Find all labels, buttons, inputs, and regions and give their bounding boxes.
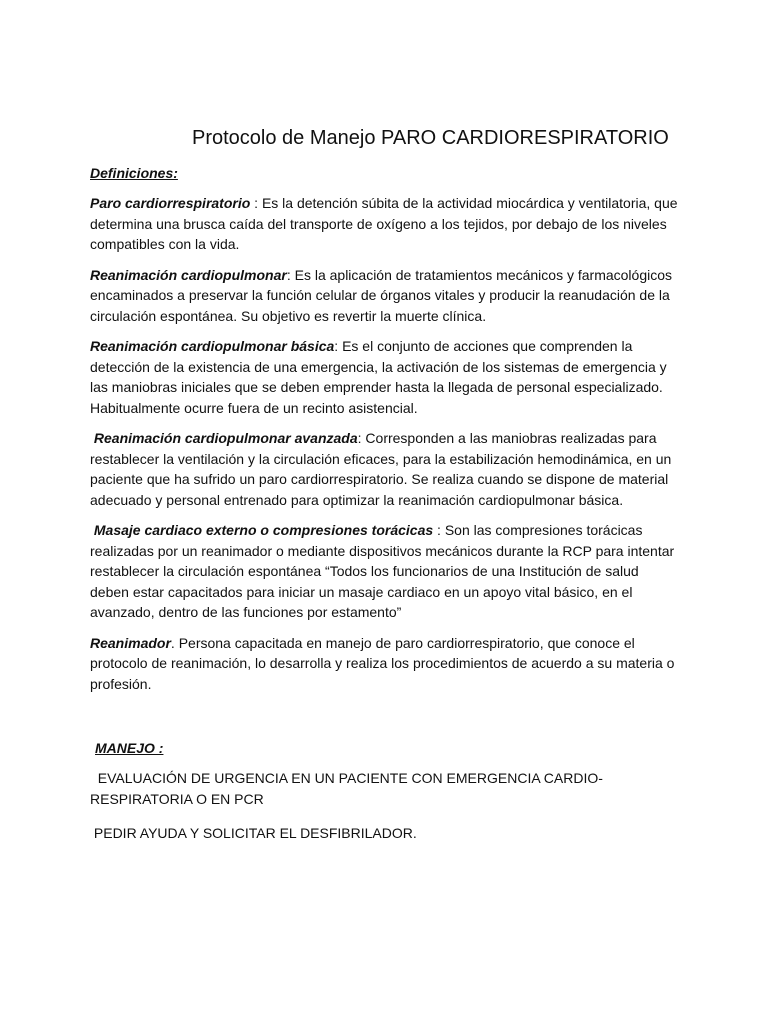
definition-term: Reanimador <box>90 634 171 651</box>
manejo-item-pedir-ayuda <box>90 823 678 844</box>
definition-text: . Persona capacitada en manejo de paro cardiorrespiratorio, que conoce el protocolo de reanimación, lo desarrolla y realiza los procedimientos de acuerdo a su materia o profesión. <box>90 634 675 692</box>
definition-reanimacion-cardiopulmonar <box>90 265 678 327</box>
definition-masaje-cardiaco <box>90 520 678 623</box>
manejo-heading: MANEJO : <box>95 740 164 756</box>
definition-rcp-basica <box>90 336 678 418</box>
definition-term: Paro cardiorrespiratorio <box>90 195 251 211</box>
definitions-heading: Definiciones: <box>90 165 178 181</box>
definition-term: Reanimación cardiopulmonar avanzada <box>93 430 358 446</box>
definition-text: : Es el conjunto de acciones que comprenden la detección de la existencia de una emergencia, la activación de los sistemas de emergencia y las maniobras iniciales que se deben emprender hasta la llegada de personal especializado. Habitualmente ocurre fuera de un recinto asistencial. <box>90 338 667 416</box>
definition-text: : Corresponden a las maniobras realizadas para restablecer la ventilación y la circulación eficaces, para la estabilización hemodinámica, en un paciente que ha sufrido un paro cardiorrespiratorio. Se realiza cuando se dispone de material adecuado y personal entrenado para optimizar la reanimación cardiopulmonar básica. <box>90 430 672 508</box>
definition-reanimador <box>90 633 678 695</box>
definition-paro-cardiorrespiratorio <box>90 193 678 255</box>
definition-term: Reanimación cardiopulmonar básica <box>90 338 335 354</box>
definition-text: : Son las compresiones torácicas realizadas por un reanimador o mediante dispositivos mecánicos durante la RCP para intentar restablecer la circulación espontánea “Todos los funcionarios de una Institución de salud deben estar capacitados para iniciar un masaje cardiaco en un apoyo vital básico, en el avanzado, dentro de las funciones por estamento” <box>90 522 675 620</box>
manejo-item-text: PEDIR AYUDA Y SOLICITAR EL DESFIBRILADOR. <box>93 825 417 841</box>
definition-rcp-avanzada <box>90 428 678 510</box>
definition-term: Reanimación cardiopulmonar <box>90 266 287 283</box>
document-title: Protocolo de Manejo PARO CARDIORESPIRATORIO <box>192 127 669 149</box>
manejo-item-text: EVALUACIÓN DE URGENCIA EN UN PACIENTE CON EMERGENCIA CARDIO-RESPIRATORIA O EN PCR <box>90 770 603 807</box>
definition-text: : Es la detención súbita de la actividad miocárdica y ventilatoria, que determina una brusca caída del transporte de oxígeno a los tejidos, por debajo de los niveles compatibles con la vida. <box>90 195 678 252</box>
section-spacer <box>90 704 678 738</box>
manejo-item-evaluacion <box>90 768 678 809</box>
definition-term: Masaje cardiaco externo o compresiones torácicas <box>93 522 434 538</box>
definition-text: : Es la aplicación de tratamientos mecánicos y farmacológicos encaminados a preservar la función celular de órganos vitales y producir la reanudación de la circulación espontánea. Su objetivo es revertir la muerte clínica. <box>90 266 673 324</box>
